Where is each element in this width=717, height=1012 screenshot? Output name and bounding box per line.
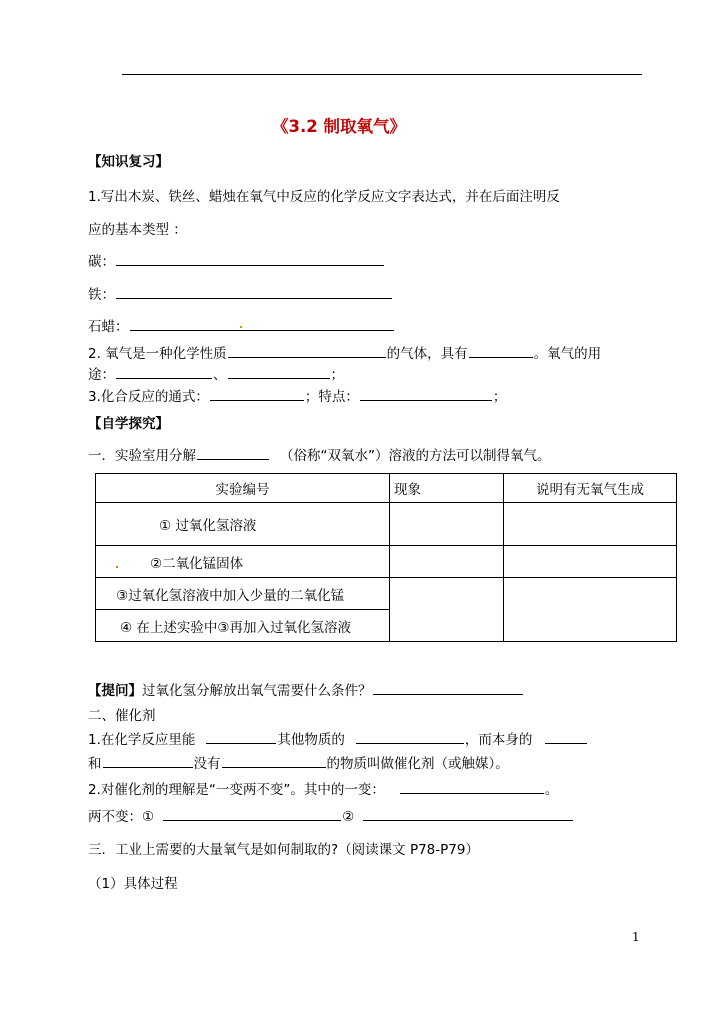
- carbon-label: 碳：: [88, 254, 115, 270]
- q1-line1: 1.写出木炭、铁丝、蜡烛在氧气中反应的化学反应文字表达式，并在后面注明反: [88, 189, 560, 205]
- unchanged-one-blank[interactable]: [163, 819, 341, 821]
- catalyst-text-7: 2.对催化剂的理解是“一变两不变”。其中的一变：: [88, 782, 385, 798]
- formula-blank[interactable]: [210, 399, 304, 401]
- page-number: 1: [632, 930, 640, 944]
- rate-blank[interactable]: [356, 742, 464, 744]
- wax-answer-blank[interactable]: [130, 329, 394, 331]
- catalyst-text-2: 其他物质的: [277, 732, 345, 748]
- q2-sep: 、: [213, 367, 227, 383]
- q2-text-3: 。氧气的用: [533, 346, 602, 362]
- table-row: [96, 503, 677, 546]
- catalyst-heading: 二、催化剂: [88, 708, 156, 724]
- section-explore-heading: 【自学探究】: [88, 416, 169, 432]
- change-blank[interactable]: [206, 742, 276, 744]
- property-blank[interactable]: [469, 356, 533, 358]
- industry-sub: （1）具体过程: [88, 876, 178, 892]
- catalyst-text-9: 两不变：①: [88, 809, 155, 825]
- catalyst-line1: [88, 728, 588, 748]
- carbon-answer-blank[interactable]: [116, 264, 384, 266]
- table-header-row: [96, 474, 677, 503]
- mass-blank[interactable]: [103, 766, 193, 768]
- q2-use-label: 途：: [88, 367, 115, 383]
- section-review-heading: 【知识复习】: [88, 154, 169, 170]
- table-row: [96, 546, 677, 578]
- unchanged-two-blank[interactable]: [363, 819, 573, 821]
- catalyst-text-8: 。: [544, 782, 559, 798]
- table-cell-empty[interactable]: [390, 546, 504, 578]
- wax-row: [88, 315, 395, 335]
- one-change-blank[interactable]: [400, 792, 544, 794]
- q3-text-1: 3.化合反应的通式：: [88, 389, 209, 405]
- table-cell-empty[interactable]: [504, 578, 677, 642]
- question-line: [88, 679, 524, 699]
- iron-label: 铁：: [88, 287, 115, 303]
- table-cell: ① 过氧化氢溶液: [96, 503, 390, 546]
- catalyst-text-5: 没有: [193, 756, 221, 772]
- chem-property-blank[interactable]: [228, 356, 386, 358]
- decompose-blank[interactable]: [197, 458, 269, 460]
- page-title: 《3.2 制取氧气》: [272, 117, 406, 136]
- experiment-table: [95, 473, 677, 642]
- q1-line2: 应的基本类型 ：: [88, 222, 187, 238]
- table-cell: ②二氧化锰固体: [96, 546, 390, 578]
- explore-line1: [88, 444, 551, 464]
- stray-dot: [116, 566, 118, 568]
- table-cell-empty[interactable]: [390, 503, 504, 546]
- catalyst-text-1: 1.在化学反应里能: [88, 732, 196, 748]
- q2-line1: [88, 342, 601, 362]
- iron-row: [88, 283, 393, 303]
- carbon-row: [88, 250, 385, 270]
- catalyst-line4: [88, 805, 574, 825]
- unchanged-blank[interactable]: [222, 766, 326, 768]
- condition-blank[interactable]: [373, 693, 523, 695]
- catalyst-text-10: ②: [342, 809, 355, 825]
- feature-blank[interactable]: [360, 399, 492, 401]
- table-header-cell: 实验编号: [96, 474, 390, 503]
- q2-text-1: 2. 氧气是一种化学性质: [88, 346, 227, 362]
- q3-line: [88, 385, 506, 405]
- table-cell-empty[interactable]: [504, 546, 677, 578]
- q2-line2: [88, 363, 344, 383]
- header-rule: [122, 74, 642, 75]
- use-blank-2[interactable]: [228, 377, 330, 379]
- iron-answer-blank[interactable]: [116, 297, 392, 299]
- table-cell: ③过氧化氢溶液中加入少量的二氧化锰: [96, 578, 390, 610]
- itself-blank[interactable]: [545, 742, 587, 744]
- catalyst-text-6: 的物质叫做催化剂（或触媒）。: [326, 756, 509, 772]
- stray-dot: [240, 326, 242, 328]
- q2-end: ；: [330, 367, 344, 383]
- catalyst-text-3: ，而本身的: [464, 732, 533, 748]
- table-row: [96, 578, 677, 610]
- question-text: 过氧化氢分解放出氧气需要什么条件？: [142, 683, 372, 699]
- question-label: 【提问】: [88, 683, 142, 699]
- table-header-cell: 说明有无氧气生成: [504, 474, 677, 503]
- explore-text-2: （俗称“双氧水”）溶液的方法可以制得氧气。: [280, 448, 551, 464]
- q3-end: ；: [492, 389, 507, 405]
- table-cell: ④ 在上述实验中③再加入过氧化氢溶液: [96, 610, 390, 642]
- q3-text-2: ；特点：: [304, 389, 359, 405]
- explore-text-1: 一．实验室用分解: [88, 448, 196, 464]
- wax-label: 石蜡：: [88, 319, 129, 335]
- catalyst-line3: [88, 778, 558, 798]
- table-cell-empty[interactable]: [390, 578, 504, 642]
- catalyst-text-4: 和: [88, 756, 102, 772]
- use-blank-1[interactable]: [116, 377, 212, 379]
- industry-heading: 三．工业上需要的大量氧气是如何制取的?（阅读课文 P78-P79）: [88, 842, 479, 858]
- q2-text-2: 的气体，具有: [386, 346, 468, 362]
- table-header-cell: 现象: [390, 474, 504, 503]
- catalyst-line2: [88, 752, 509, 772]
- table-cell-empty[interactable]: [504, 503, 677, 546]
